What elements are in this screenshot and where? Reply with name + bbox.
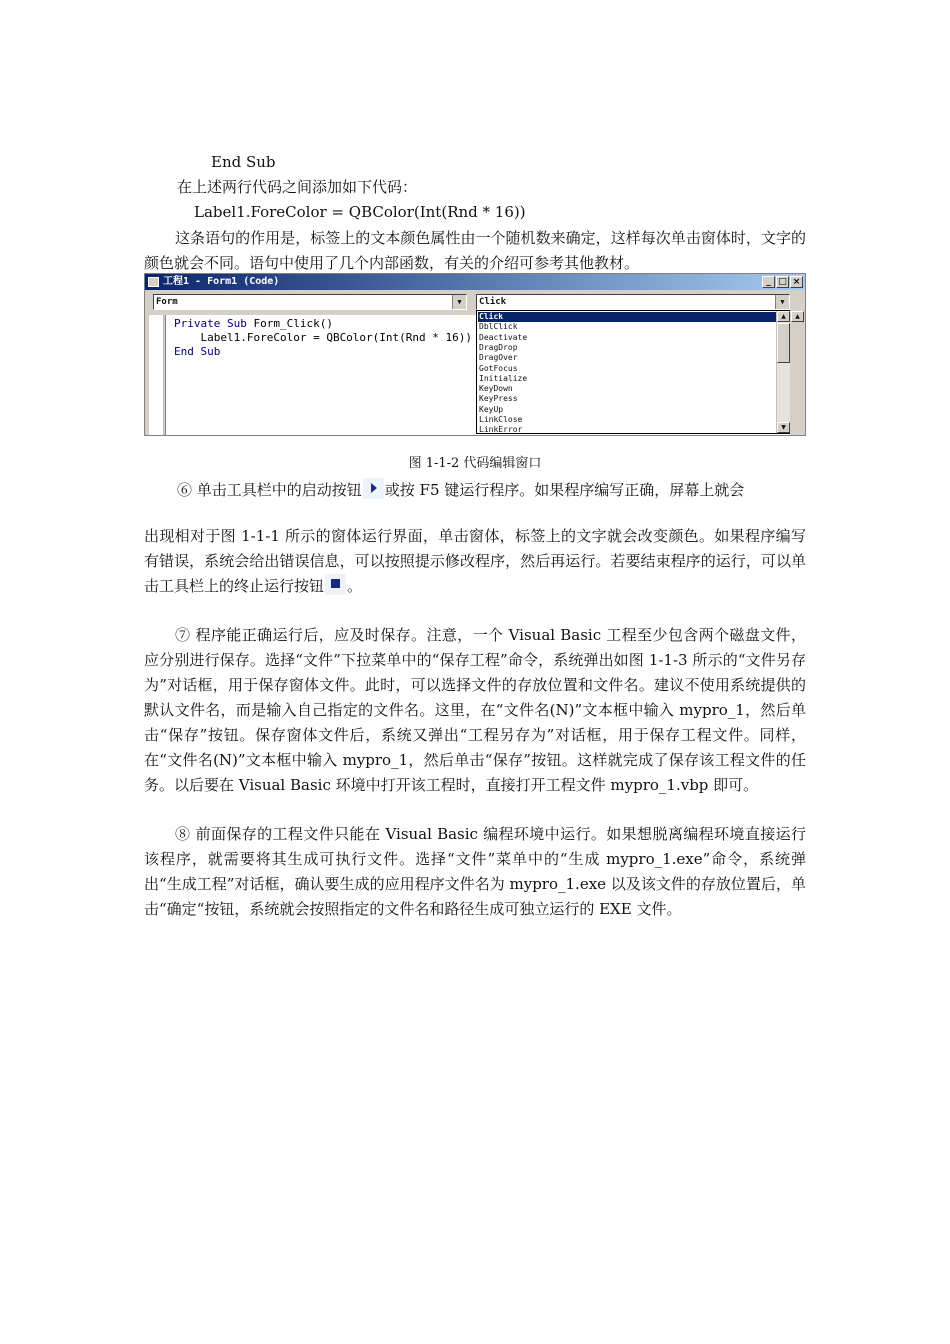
list-item[interactable]: KeyPress [479,394,518,404]
scrollbar-thumb[interactable] [777,323,790,363]
list-item[interactable]: KeyDown [479,384,513,394]
step6-text-d: 。 [347,577,363,595]
code-line-2: Label1.ForeColor = QBColor(Int(Rnd * 16)) [174,331,473,344]
scroll-up-icon[interactable]: ▲ [791,311,804,322]
scroll-down-icon[interactable]: ▼ [777,422,790,433]
list-item[interactable]: DragOver [479,353,518,363]
object-combo[interactable] [153,294,467,310]
vb-code-window [144,273,806,436]
list-item[interactable]: Initialize [479,373,528,383]
figure-caption: 图 1-1-2 代码编辑窗口 [408,456,542,471]
chevron-down-icon[interactable]: ▼ [775,295,789,309]
window-titlebar [145,274,805,290]
list-item[interactable]: DblClick [479,322,518,332]
list-item[interactable]: GotFocus [479,363,518,373]
close-icon[interactable]: × [790,276,803,288]
window-title: 工程1 - Form1 (Code) [163,276,280,287]
code-end-sub: End Sub [211,153,276,171]
start-run-icon [363,478,384,499]
list-item[interactable]: LinkError [479,425,523,435]
stop-run-icon [325,574,346,595]
paragraph-intro: 这条语句的作用是，标签上的文本颜色属性由一个随机数来确定，这样每次单击窗体时，文字的颜色就会不同。语句中使用了几个内部函数，有关的介绍可参考其他教材。 [144,229,806,272]
code-line-3: End Sub [174,345,221,358]
code-line-1: Private Sub Form_Click() [174,317,333,330]
code-scrollbar[interactable] [790,310,805,436]
add-between-text: 在上述两行代码之间添加如下代码： [177,178,418,196]
step7-paragraph: ⑦ 程序能正确运行后，应及时保存。注意，一个 Visual Basic 工程至少包含两个磁盘文件，应分别进行保存。选择“文件”下拉菜单中的“保存工程”命令，系统弹出如图 1-1-3 所示的“文件另存为”对话框，用于保存窗体文件。此时，可以选择文件的存放位置和文件名。建议不使用系统提供的默认文件名，而是输入自己指定的文件名。这里，在“文件名(N)”文本框中输入 mypro_1，然后单击“保存”按钮。保存窗体文件后，系统又弹出“工程另存为”对话框，用于保存工程文件。同样，在“文件名(N)”文本框中输入 mypro_1，然后单击“保存”按钮。这样就完成了保存该工程文件的任务。以后要在 Visual Basic 环境中打开该工程时，直接打开工程文件 mypro_1.vbp 即可。 [144,626,806,794]
chevron-down-icon[interactable]: ▼ [452,295,466,309]
list-item[interactable]: Deactivate [479,332,528,342]
step6-line1 [177,478,744,501]
event-dropdown-list[interactable] [476,310,792,434]
minimize-icon[interactable]: _ [762,276,775,288]
object-combo-value: Form [156,297,178,307]
code-gutter [149,315,164,436]
maximize-icon[interactable]: □ [776,276,789,288]
procedure-combo[interactable] [476,294,790,310]
list-item[interactable]: Click [478,312,776,322]
list-item[interactable]: LinkClose [479,415,523,424]
step6-text-a: ⑥ 单击工具栏中的启动按钮 [177,481,362,499]
procedure-combo-value: Click [479,297,507,307]
step8-paragraph: ⑧ 前面保存的工程文件只能在 Visual Basic 编程环境中运行。如果想脱离编程环境直接运行该程序，就需要将其生成可执行文件。选择“文件”菜单中的“生成 mypro_1.exe”命令，系统弹出“生成工程”对话框，确认要生成的应用程序文件名为 mypro_1.exe 以及该文件的存放位置后，单击“确定“按钮，系统就会按照指定的文件名和路径生成可独立运行的 EXE 文件。 [144,825,806,918]
list-item[interactable]: DragDrop [479,342,518,352]
list-item[interactable]: KeyUp [479,404,504,414]
step6-text-c: 出现相对于图 1-1-1 所示的窗体运行界面，单击窗体，标签上的文字就会改变颜色。如果程序编写有错误，系统会给出错误信息，可以按照提示修改程序，然后再运行。若要结束程序的运行，可以单击工具栏上的终止运行按钮 [144,527,806,595]
step6-paragraph [144,524,806,599]
step6-text-b: 或按 F5 键运行程序。如果程序编写正确，屏幕上就会 [384,481,745,499]
scroll-up-icon[interactable]: ▲ [777,311,790,322]
vb-code-icon [148,277,159,287]
dropdown-scrollbar[interactable] [776,311,791,433]
code-forecolor-statement: Label1.ForeColor = QBColor(Int(Rnd * 16)) [194,203,526,221]
